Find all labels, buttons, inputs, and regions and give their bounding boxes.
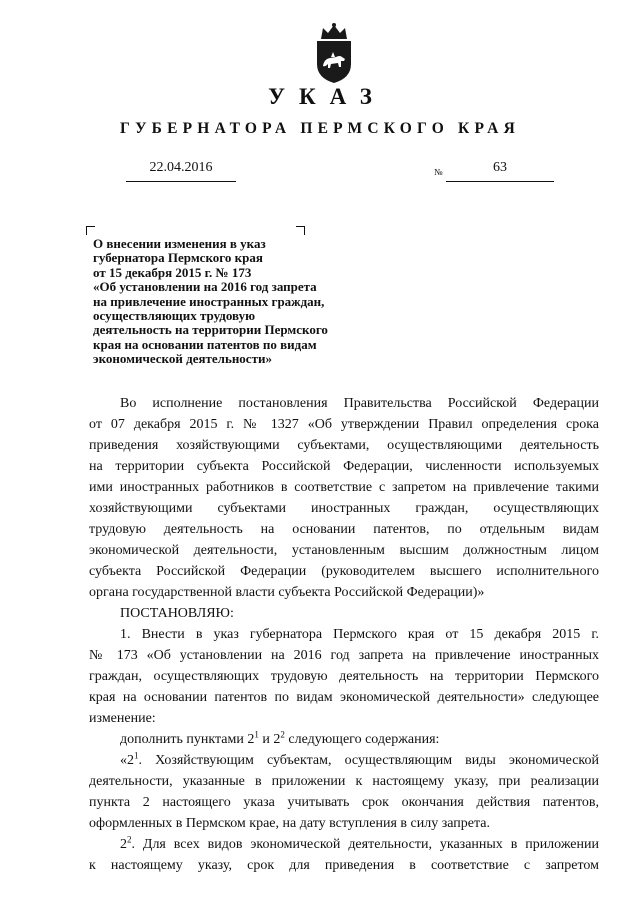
number-label: № <box>434 167 443 177</box>
body-line: от 07 декабря 2015 г. № 1327 «Об утверждении Правил определения срока <box>89 417 599 432</box>
heading-corner-left <box>86 226 95 235</box>
body-line: приведения хозяйствующими субъектами, осуществляющими деятельность <box>89 438 599 453</box>
body-line: хозяйствующими субъектами иностранных граждан, осуществляющих <box>89 501 599 516</box>
document-number: 63 <box>446 160 554 182</box>
heading-line: О внесении изменения в указ <box>93 236 266 251</box>
heading-line: «Об установлении на 2016 год запрета <box>93 279 317 295</box>
heading-line: от 15 декабря 2015 г. № 173 <box>93 264 252 280</box>
document-date: 22.04.2016 <box>126 160 236 182</box>
body-line: Во исполнение постановления Правительства Российской Федерации <box>120 396 599 411</box>
heading-corner-right <box>296 226 305 235</box>
body-line: граждан, осуществляющих трудовую деятельность на территории Пермского <box>89 669 599 684</box>
supplement-line: дополнить пунктами $2^1$ и $2^2$ следующего содержания: <box>120 729 440 747</box>
document-title: УКАЗ <box>268 84 386 109</box>
body-line: субъекта Российской Федерации (руководителем высшего исполнительного <box>89 564 599 579</box>
body-line: изменение: <box>89 711 156 726</box>
body-line: края на основании патентов по видам экономической деятельности» следующее <box>89 690 599 705</box>
heading-line: на привлечение иностранных граждан, <box>93 293 325 309</box>
body-line: пункта 2 настоящего указа учитывать срок окончания действия патентов, <box>89 795 599 810</box>
paragraph-2-1-first-line: «$2^1$. Хозяйствующим субъектам, осуществляющим виды экономической <box>120 750 599 768</box>
decree-word: ПОСТАНОВЛЯЮ: <box>120 606 234 621</box>
document-heading <box>93 237 393 367</box>
body-line: ими иностранных работников в соответствие с запретом на привлечение такими <box>89 480 599 495</box>
body-line: 1. Внести в указ губернатора Пермского края от 15 декабря 2015 г. <box>120 627 599 642</box>
body-line: деятельности, указанные в приложении к настоящему указу, при реализации <box>89 774 599 789</box>
body-line: трудовую деятельность на основании патентов, по отдельным видам <box>89 522 599 537</box>
heading-line: деятельность на территории Пермского <box>93 322 328 338</box>
heading-line: края на основании патентов по видам <box>93 336 317 352</box>
heading-line: губернатора Пермского края <box>93 250 263 266</box>
perm-coat-of-arms-icon <box>311 22 357 84</box>
paragraph-2-2-first-line: $2^2$. Для всех видов экономической деятельности, указанных в приложении <box>120 834 599 852</box>
body-line: органа государственной власти субъекта Российской Федерации)» <box>89 585 485 600</box>
body-line: к настоящему указу, срок для приведения в соответствие с запретом <box>89 858 599 873</box>
body-line: оформленных в Пермском крае, на дату вступления в силу запрета. <box>89 816 490 831</box>
document-subtitle: ГУБЕРНАТОРА ПЕРМСКОГО КРАЯ <box>120 120 520 137</box>
heading-line: экономической деятельности» <box>93 351 272 367</box>
body-line: № 173 «Об установлении на 2016 год запрета на привлечение иностранных <box>89 648 599 663</box>
body-line: экономической деятельности, установленным высшим должностным лицом <box>89 543 599 558</box>
document-body <box>89 393 599 876</box>
heading-line: осуществляющих трудовую <box>93 308 256 324</box>
body-line: на территории субъекта Российской Федерации, численности используемых <box>89 459 599 474</box>
